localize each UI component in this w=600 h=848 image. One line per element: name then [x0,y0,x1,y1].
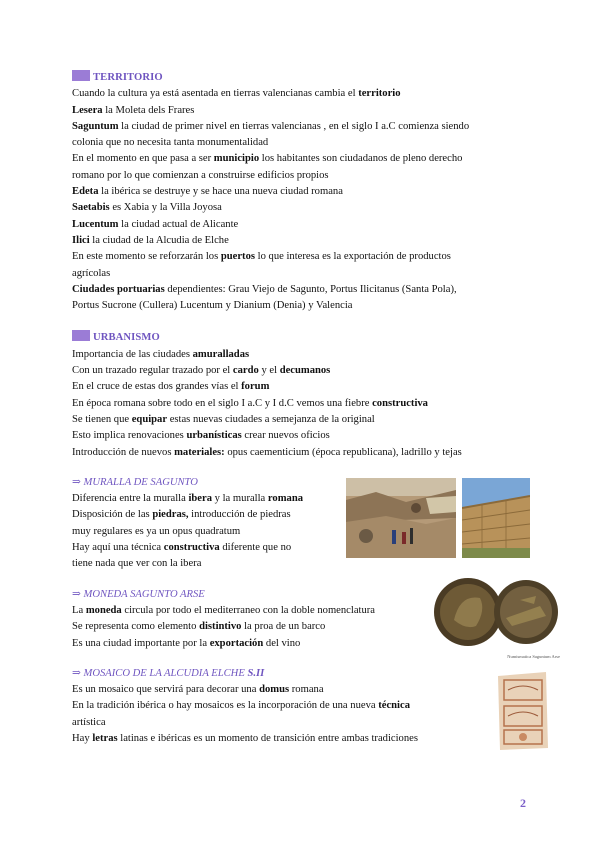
paragraph-line: Con un trazado regular trazado por el cardo y el decumanos [72,365,331,377]
page-number: 2 [520,796,526,810]
paragraph-line: Lucentum la ciudad actual de Alicante [72,218,239,230]
paragraph-line: En época romana sobre todo en el siglo I a.C y I d.C vemos una fiebre constructiva [72,397,428,409]
paragraph-line: En este momento se reforzarán los puertos lo que interesa es la exportación de productos [72,251,451,263]
paragraph-line: agrícolas [72,267,111,279]
paragraph-line: Diferencia entre la muralla ibera y la muralla romana [72,493,304,505]
subheading-moneda: ⇒ MONEDA SAGUNTO ARSE [72,588,205,600]
paragraph-line: En el momento en que pasa a ser municipio los habitantes son ciudadanos de pleno derecho [72,153,463,165]
paragraph-line: Se representa como elemento distintivo la proa de un barco [72,621,326,633]
paragraph-line: Cuando la cultura ya está asentada en tierras valencianas cambia el territorio [72,88,401,100]
paragraph-line: Es una ciudad importante por la exportación del vino [72,637,301,649]
paragraph-line: Introducción de nuevos materiales: opus caementicium (época republicana), ladrillo y tejas [72,446,462,458]
paragraph-line: Portus Sucrone (Cullera) Lucentum y Dianium (Denia) y Valencia [72,300,353,312]
paragraph-line: Disposición de las piedras, introducción de piedras [72,509,291,521]
paragraph-line: tiene nada que ver con la ibera [72,558,202,570]
paragraph-line: Edeta la ibérica se destruye y se hace una nueva ciudad romana [72,186,343,198]
heading-marker [72,70,90,81]
muralla-excavation-photo [346,478,456,558]
mosaic-photo [494,668,550,752]
subheading-muralla: ⇒ MURALLA DE SAGUNTO [72,476,198,488]
paragraph-line: Importancia de las ciudades amuralladas [72,348,250,360]
paragraph-line: Ciudades portuarias dependientes: Grau Viejo de Sagunto, Portus Ilicitanus (Santa Pola), [72,283,457,295]
paragraph-line: artística [72,716,106,728]
paragraph-line: romano por lo que comienzan a construirse edificios propios [72,169,329,181]
roman-wall-photo [462,478,530,558]
section-heading-territorio: TERRITORIO [72,70,532,86]
paragraph-line: Lesera la Moleta dels Frares [72,104,195,116]
heading-marker [72,330,90,341]
paragraph-line: Es un mosaico que servirá para decorar una domus romana [72,684,324,696]
coin-caption: Numismatica Saguntum Arse [507,654,560,659]
paragraph-line: Ilici la ciudad de la Alcudia de Elche [72,234,229,246]
paragraph-line: La moneda circula por todo el mediterraneo con la doble nomenclatura [72,604,375,616]
paragraph-line: Se tienen que equipar estas nuevas ciudades a semejanza de la original [72,413,375,425]
paragraph-line: En la tradición ibérica o hay mosaicos es la incorporación de una nueva técnica [72,700,411,712]
paragraph-line: Saguntum la ciudad de primer nivel en tierras valencianas , en el siglo I a.C comienza siendo [72,120,470,132]
paragraph-line: En el cruce de estas dos grandes vías el forum [72,381,270,393]
paragraph-line: colonia que no necesita tanta monumentalidad [72,137,269,149]
paragraph-line: muy regulares es ya un opus quadratum [72,525,241,537]
paragraph-line: Esto implica renovaciones urbanísticas crear nuevos oficios [72,430,330,442]
paragraph-line: Hay letras latinas e ibéricas es un momento de transición entre ambas tradiciones [72,732,418,744]
paragraph-line: Hay aquí una técnica constructiva diferente que no [72,542,292,554]
section-heading-urbanismo: URBANISMO [72,330,532,346]
paragraph-line: Saetabis es Xabia y la Villa Joyosa [72,202,222,214]
subheading-mosaico: ⇒ MOSAICO DE LA ALCUDIA ELCHE S.II [72,667,265,679]
saguntum-coin-photo [430,570,560,666]
